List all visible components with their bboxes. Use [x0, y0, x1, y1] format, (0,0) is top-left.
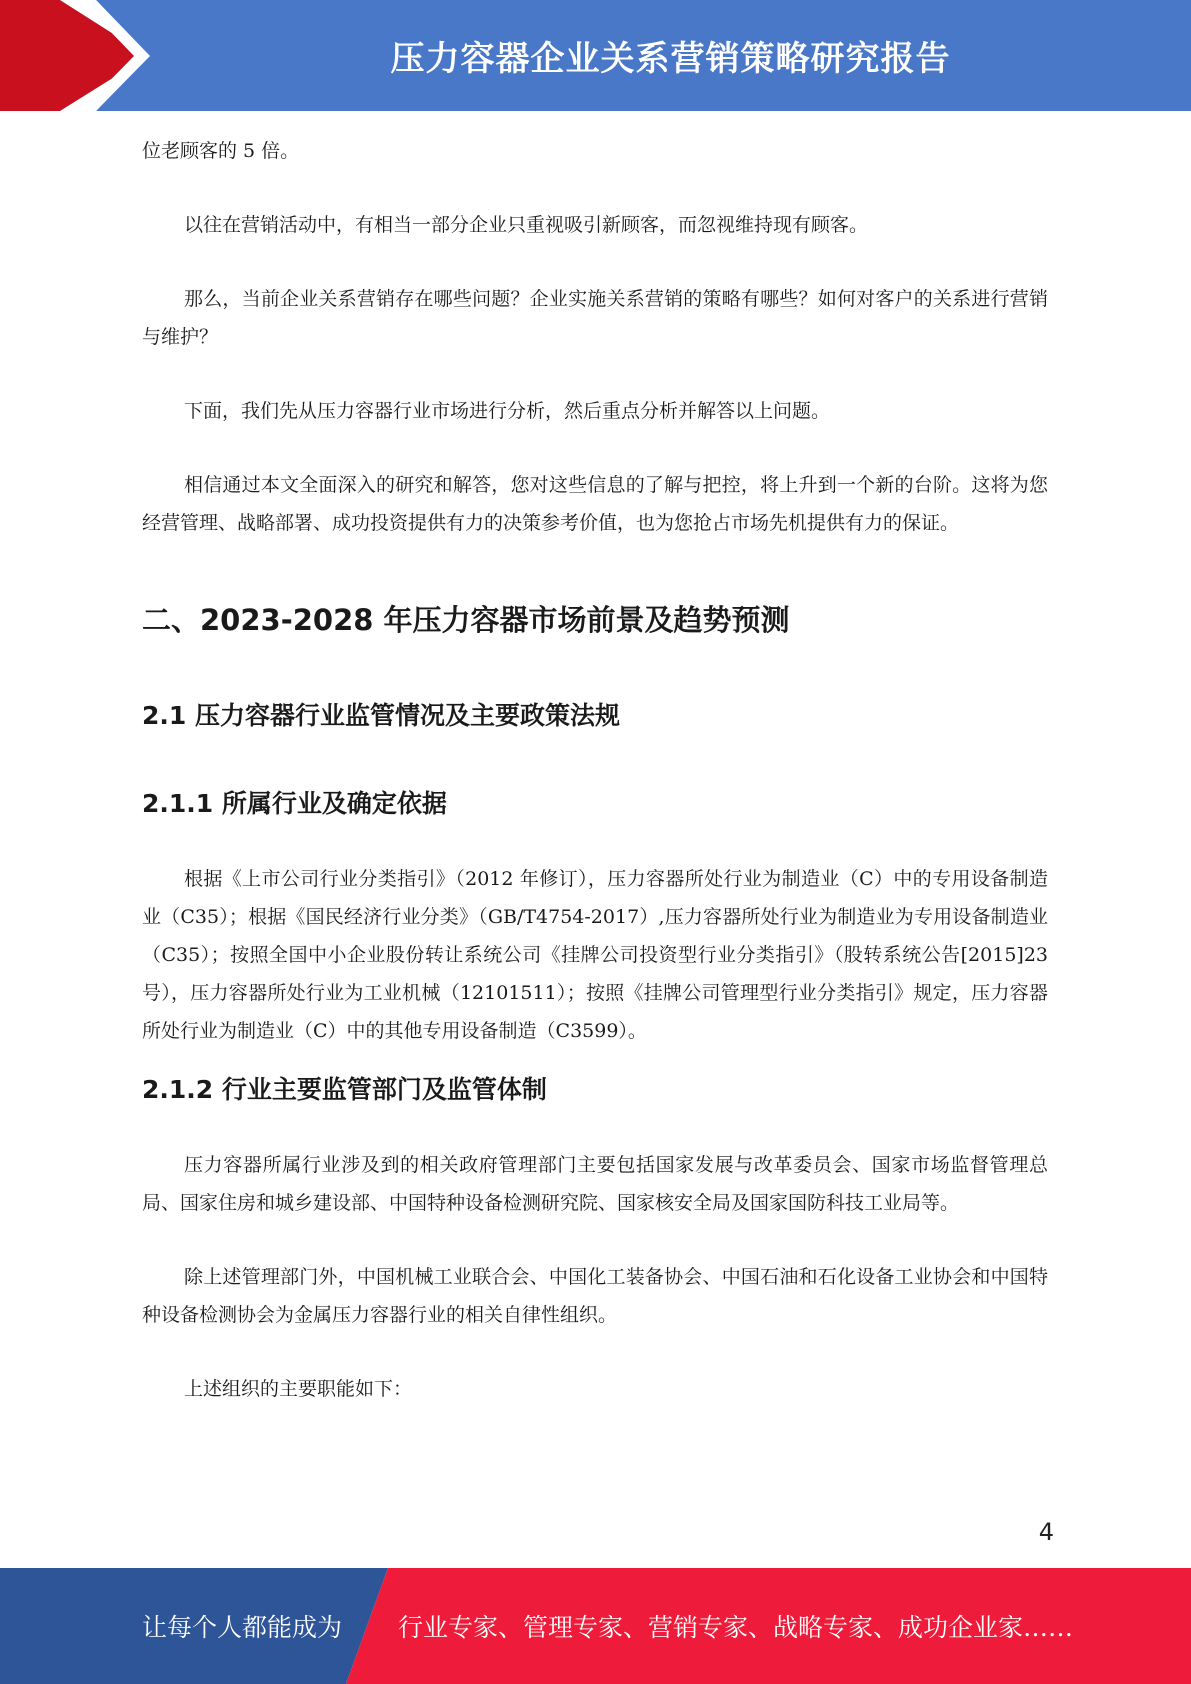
subsubsection-heading: 2.1.1 所属行业及确定依据	[142, 789, 447, 818]
footer-slogan-right: 行业专家、管理专家、营销专家、战略专家、成功企业家……	[398, 1613, 1074, 1642]
subsection-heading: 2.1 压力容器行业监管情况及主要政策法规	[142, 701, 620, 730]
footer-slogan-left: 让每个人都能成为	[142, 1613, 343, 1642]
paragraph: 那么，当前企业关系营销存在哪些问题？企业实施关系营销的策略有哪些？如何对客户的关系进行营销与维护？	[142, 288, 1048, 348]
footer-banner	[0, 1568, 1191, 1684]
paragraph: 根据《上市公司行业分类指引》（2012 年修订），压力容器所处行业为制造业（C）中的专用设备制造业（C35）；根据《国民经济行业分类》（GB/T4754-2017）,压力容器所处行业为制造业为专用设备制造业（C35）；按照全国中小企业股份转让系统公司《挂牌公司投资型行业分类指引》（股转系统公告[2015]23 号），压力容器所处行业为工业机械（12101511）；按照《挂牌公司管理型行业分类指引》规定，压力容器所处行业为制造业（C）中的其他专用设备制造（C3599）。	[142, 868, 1048, 1042]
header-banner	[0, 0, 1191, 111]
document-body	[142, 132, 1048, 1444]
paragraph: 除上述管理部门外，中国机械工业联合会、中国化工装备协会、中国石油和石化设备工业协会和中国特种设备检测协会为金属压力容器行业的相关自律性组织。	[142, 1266, 1048, 1326]
page-number: 4	[1038, 1518, 1054, 1546]
section-heading: 二、2023-2028 年压力容器市场前景及趋势预测	[142, 603, 790, 637]
paragraph: 上述组织的主要职能如下：	[184, 1378, 413, 1400]
paragraph: 相信通过本文全面深入的研究和解答，您对这些信息的了解与把控，将上升到一个新的台阶。这将为您经营管理、战略部署、成功投资提供有力的决策参考价值，也为您抢占市场先机提供有力的保证。	[142, 474, 1048, 534]
subsubsection-heading: 2.1.2 行业主要监管部门及监管体制	[142, 1075, 547, 1104]
paragraph: 以往在营销活动中，有相当一部分企业只重视吸引新顾客，而忽视维持现有顾客。	[184, 214, 869, 236]
paragraph: 位老顾客的 5 倍。	[142, 140, 300, 162]
paragraph: 下面，我们先从压力容器行业市场进行分析，然后重点分析并解答以上问题。	[184, 400, 831, 422]
paragraph: 压力容器所属行业涉及到的相关政府管理部门主要包括国家发展与改革委员会、国家市场监督管理总局、国家住房和城乡建设部、中国特种设备检测研究院、国家核安全局及国家国防科技工业局等。	[142, 1154, 1048, 1214]
report-title: 压力容器企业关系营销策略研究报告	[390, 39, 951, 79]
